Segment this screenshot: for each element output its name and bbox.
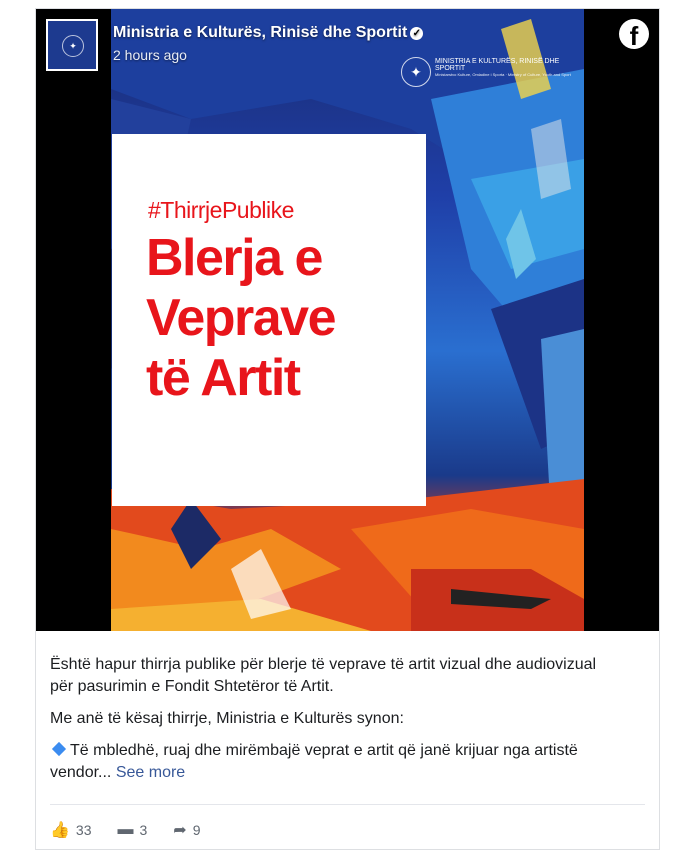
title-panel bbox=[112, 134, 426, 506]
post-text bbox=[50, 654, 610, 794]
like-count[interactable] bbox=[50, 820, 92, 840]
comment-count-value: 3 bbox=[139, 822, 148, 838]
headline-line: të Artit bbox=[146, 349, 300, 407]
post-image[interactable] bbox=[111, 9, 584, 631]
see-more-link[interactable]: See more bbox=[115, 764, 186, 781]
share-count-value: 9 bbox=[192, 822, 201, 838]
headline bbox=[146, 228, 416, 408]
divider bbox=[50, 804, 645, 805]
ministry-mark-subtitle: Ministarstvo Kulture, Omladine i Sporta · Ministry of Culture, Youth and Sport bbox=[435, 72, 571, 77]
ministry-emblem-icon: ✦ bbox=[62, 35, 84, 57]
post-paragraph: Me anë të kësaj thirrje, Ministria e Kulturës synon: bbox=[50, 710, 404, 727]
ministry-mark-title: MINISTRIA E KULTURËS, RINISË DHE SPORTIT bbox=[435, 58, 560, 72]
facebook-icon[interactable]: f bbox=[619, 19, 649, 49]
comment-count[interactable] bbox=[118, 821, 148, 839]
facebook-post-card bbox=[35, 8, 660, 850]
thumbs-up-icon: 👍 bbox=[50, 822, 70, 839]
page-name-link[interactable] bbox=[113, 24, 423, 42]
post-paragraph: Është hapur thirrja publike për blerje të veprave të artit vizual dhe audiovizual për pasurimin e Fondit Shtetëror të Artit. bbox=[50, 656, 597, 695]
page-avatar[interactable] bbox=[46, 19, 98, 71]
post-timestamp[interactable]: 2 hours ago bbox=[113, 47, 187, 63]
post-paragraph-bullet bbox=[50, 740, 610, 784]
blue-diamond-icon bbox=[52, 742, 66, 756]
ministry-emblem-icon: ✦ bbox=[401, 57, 431, 87]
engagement-stats bbox=[50, 819, 201, 841]
headline-line: Blerja e bbox=[146, 229, 322, 287]
post-media[interactable] bbox=[36, 9, 659, 631]
bullet-text: Të mbledhë, ruaj dhe mirëmbajë veprat e artit që janë krijuar nga artistë vendor... bbox=[50, 742, 578, 781]
share-arrow-icon: ➦ bbox=[173, 822, 187, 839]
like-count-value: 33 bbox=[75, 822, 92, 838]
share-count[interactable] bbox=[173, 820, 200, 840]
headline-line: Veprave bbox=[146, 289, 335, 347]
comment-icon: ▬ bbox=[117, 821, 134, 838]
ministry-logo-mark bbox=[401, 57, 571, 91]
verified-check-icon: ✓ bbox=[410, 27, 423, 40]
hashtag-text: #ThirrjePublike bbox=[148, 197, 294, 223]
page-name[interactable]: Ministria e Kulturës, Rinisë dhe Sportit bbox=[113, 24, 408, 41]
